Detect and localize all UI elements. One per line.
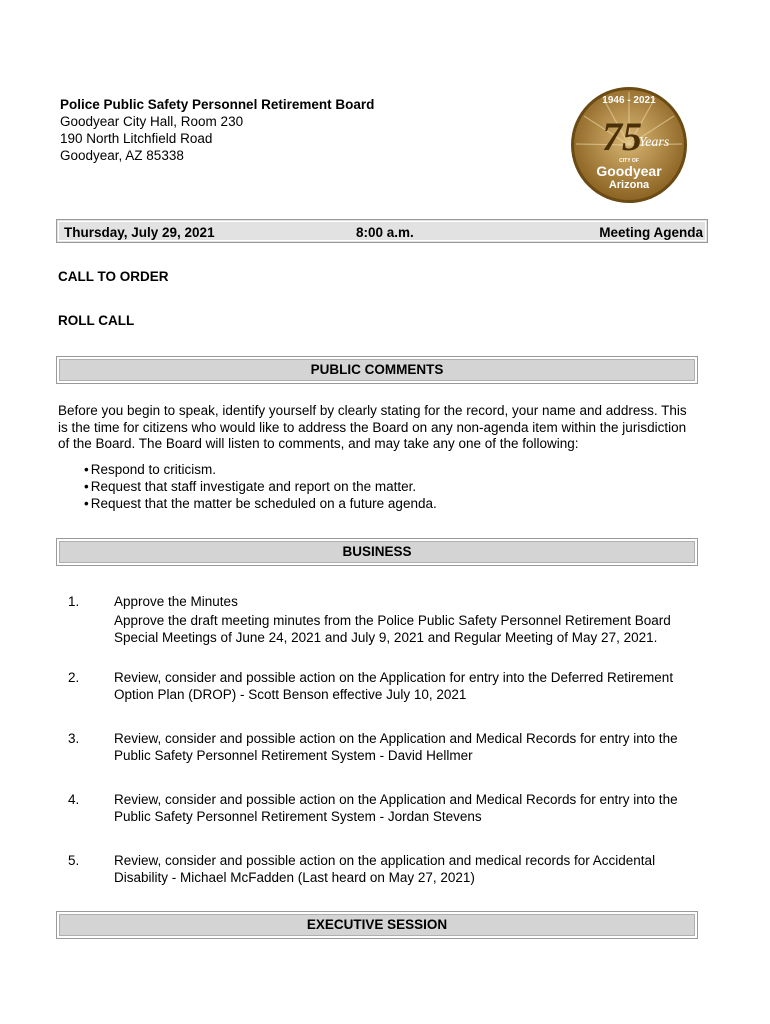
public-comments-section-bar <box>56 356 698 384</box>
address-line-1: Goodyear City Hall, Room 230 <box>60 114 244 129</box>
meeting-info-bar <box>56 219 708 243</box>
meeting-time: 8:00 a.m. <box>356 225 414 240</box>
seal-years-word: Years <box>638 135 670 150</box>
header-address-block <box>60 96 374 164</box>
public-comments-intro: Before you begin to speak, identify yourself by clearly stating for the record, your name and address. This is the time for citizens who would like to address the Board on any non-agenda item within the jurisdiction of the Board. The Board will listen to comments, and may take any one of the following: <box>58 403 687 451</box>
agenda-item-text: Review, consider and possible action on the Application for entry into the Deferred Retirement Option Plan (DROP) - Scott Benson effective July 10, 2021 <box>114 670 674 702</box>
agenda-item-text: Approve the Minutes <box>114 594 238 609</box>
roll-call-heading: ROLL CALL <box>58 313 135 328</box>
business-title: BUSINESS <box>59 541 695 563</box>
seal-city-of: CITY OF <box>619 158 639 164</box>
executive-session-section-bar <box>56 911 698 939</box>
agenda-item-number: 3. <box>68 731 80 746</box>
public-comments-title: PUBLIC COMMENTS <box>59 359 695 381</box>
agenda-item-text: Review, consider and possible action on the application and medical records for Accidental Disability - Michael McFadden (Last heard on May 27, 2021) <box>114 853 656 885</box>
executive-session-title: EXECUTIVE SESSION <box>59 914 695 936</box>
agenda-item-number: 4. <box>68 792 80 807</box>
meeting-type: Meeting Agenda <box>599 225 703 240</box>
list-item: • Respond to criticism. <box>84 461 437 478</box>
list-item: • Request that staff investigate and report on the matter. <box>84 478 437 495</box>
meeting-date: Thursday, July 29, 2021 <box>64 225 215 240</box>
agenda-item-number: 2. <box>68 670 80 685</box>
seal-year-range: 1946 - 2021 <box>602 95 656 106</box>
agenda-item-text: Review, consider and possible action on the Application and Medical Records for entry into the Public Safety Personnel Retirement System - Jordan Stevens <box>114 792 678 824</box>
business-section-bar <box>56 538 698 566</box>
agenda-item-detail: Approve the draft meeting minutes from the Police Public Safety Personnel Retirement Board Special Meetings of June 24, 2021 and July 9, 2021 and Regular Meeting of May 27, 2021. <box>114 613 671 645</box>
seal-number-75: 75 <box>602 114 642 159</box>
list-item: • Request that the matter be scheduled on a future agenda. <box>84 495 437 512</box>
seal-state-name: Arizona <box>608 179 650 191</box>
address-line-2: 190 North Litchfield Road <box>60 131 213 146</box>
city-75-years-seal-logo <box>570 86 688 204</box>
agenda-item-number: 1. <box>68 594 80 609</box>
public-comments-options-list <box>84 461 437 512</box>
seal-city-name: Goodyear <box>596 163 662 179</box>
call-to-order-heading: CALL TO ORDER <box>58 269 169 284</box>
board-name: Police Public Safety Personnel Retirement Board <box>60 97 375 112</box>
agenda-item-number: 5. <box>68 853 80 868</box>
agenda-item-text: Review, consider and possible action on the Application and Medical Records for entry into the Public Safety Personnel Retirement System - David Hellmer <box>114 731 678 763</box>
address-line-3: Goodyear, AZ 85338 <box>60 148 184 163</box>
